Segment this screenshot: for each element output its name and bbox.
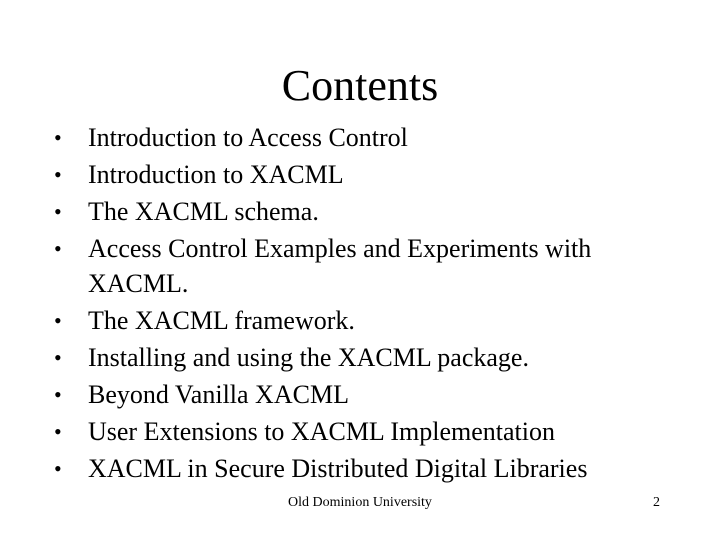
list-item-text: Introduction to Access Control (88, 123, 408, 152)
list-item (54, 377, 664, 412)
bullet-icon: • (54, 419, 62, 444)
bullet-icon: • (54, 236, 62, 261)
list-item-text: The XACML schema. (88, 197, 319, 226)
list-item (54, 157, 664, 192)
bullet-icon: • (54, 125, 62, 150)
contents-list (54, 120, 664, 488)
list-item-text: User Extensions to XACML Implementation (88, 417, 555, 446)
list-item-text: The XACML framework. (88, 306, 355, 335)
list-item (54, 120, 664, 155)
bullet-icon: • (54, 308, 62, 333)
page-number: 2 (653, 495, 660, 510)
bullet-icon: • (54, 382, 62, 407)
bullet-icon: • (54, 199, 62, 224)
bullet-icon: • (54, 162, 62, 187)
list-item (54, 414, 664, 449)
bullet-icon: • (54, 345, 62, 370)
list-item (54, 340, 664, 375)
list-item (54, 231, 664, 301)
list-item-text: Beyond Vanilla XACML (88, 380, 349, 409)
list-item-text: XACML in Secure Distributed Digital Libraries (88, 454, 588, 483)
footer-text: Old Dominion University (288, 495, 432, 510)
list-item (54, 451, 664, 486)
list-item-text: Installing and using the XACML package. (88, 343, 529, 372)
slide-title: Contents (281, 61, 439, 110)
list-item-text: Access Control Examples and Experiments with XACML. (88, 234, 592, 298)
list-item (54, 303, 664, 338)
list-item-text: Introduction to XACML (88, 160, 344, 189)
list-item (54, 194, 664, 229)
bullet-icon: • (54, 456, 62, 481)
